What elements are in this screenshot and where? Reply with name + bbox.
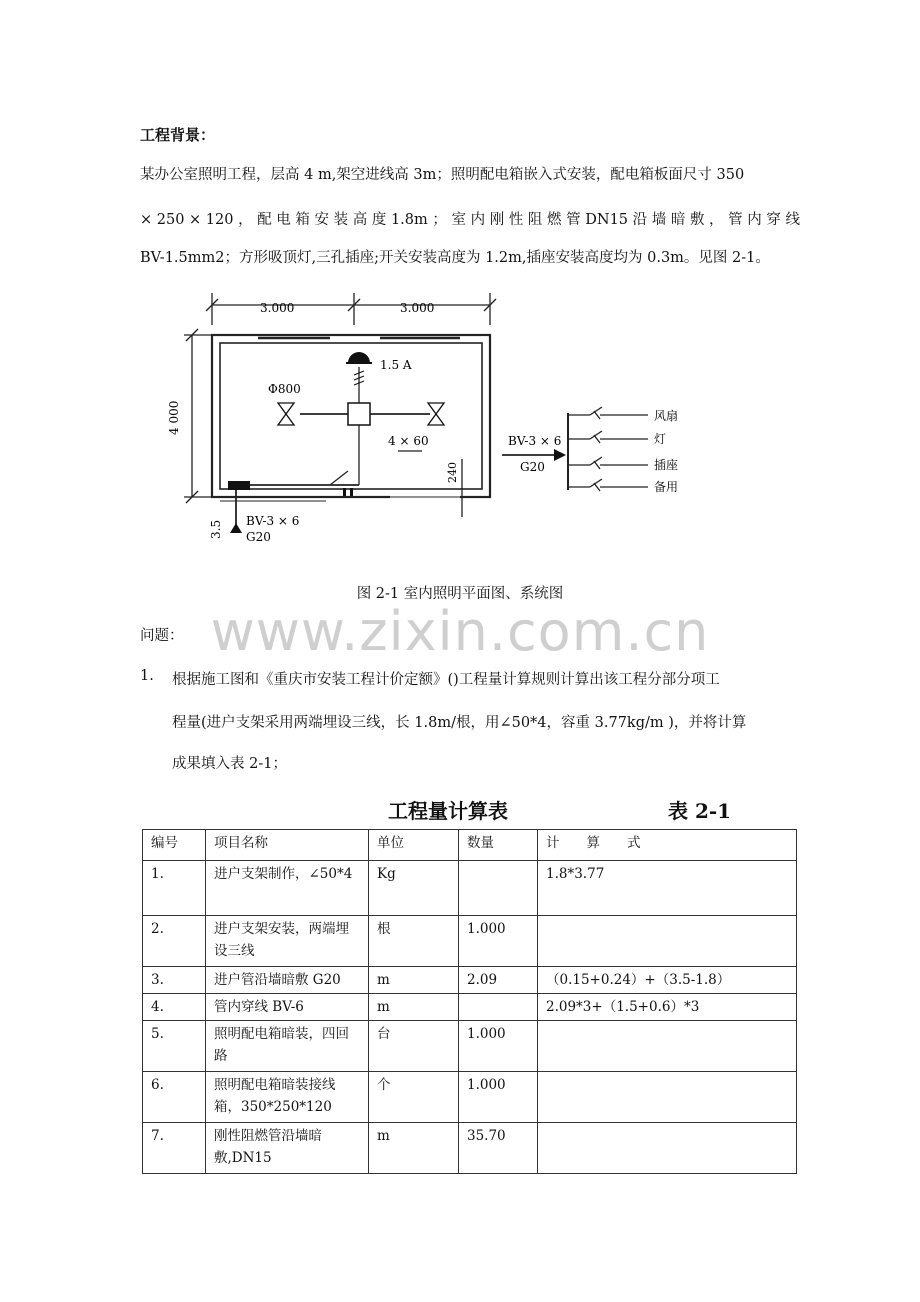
circuit-light: 灯 (654, 432, 667, 446)
header-cell: 单位 (369, 830, 459, 861)
table-number: 表 2-1 (668, 799, 732, 823)
table-row (143, 861, 797, 916)
question-line-2: 程量(进户支架采用两端埋设三线，长 1.8m/根，用∠50*4，容重 3.77kg/m )，并将计算 (172, 715, 747, 731)
background-line-1: 某办公室照明工程，层高 4 m,架空进线高 3m；照明配电箱嵌入式安装，配电箱板面尺寸 350 (140, 167, 745, 183)
question-number: 1. (140, 668, 154, 684)
watermark-text: www.zixin.com.cn (210, 600, 710, 663)
background-line-2: × 250 × 120 ， 配 电 箱 安 装 高 度 1.8m ； 室 内 刚 性 阻 燃 管 DN15 沿 墙 暗 敷 ， 管 内 穿 线 (140, 212, 800, 228)
cell-no: 7. (143, 1123, 206, 1174)
dim-right-label: 3.000 (400, 301, 435, 315)
cell-no: 3. (143, 967, 206, 994)
cell-formula (538, 1123, 797, 1174)
lamp-label: 4 × 60 (388, 434, 429, 448)
question-line-3: 成果填入表 2-1； (172, 756, 287, 772)
question-label: 问题： (140, 628, 184, 644)
cell-item: 进户支架制作，∠50*4 (206, 861, 369, 916)
cell-unit: 台 (369, 1021, 459, 1072)
entry-conduit-label: G20 (246, 530, 271, 544)
dim-height-label: 4 000 (167, 400, 181, 435)
circuit-socket: 插座 (654, 458, 679, 472)
cell-formula (538, 1072, 797, 1123)
dim-left-label: 3.000 (260, 301, 295, 315)
table-row (143, 1072, 797, 1123)
entry-height-label: 3.5 (209, 519, 223, 539)
cell-qty (459, 861, 538, 916)
table-header-row (143, 830, 797, 861)
header-cell: 数量 (459, 830, 538, 861)
table-title: 工程量计算表 (388, 799, 508, 823)
cell-qty: 1.000 (459, 916, 538, 967)
header-cell: 项目名称 (206, 830, 369, 861)
table-row (143, 1021, 797, 1072)
dim-240-label: 240 (446, 462, 459, 483)
cell-qty (459, 994, 538, 1021)
cell-formula (538, 1021, 797, 1072)
cell-unit: m (369, 994, 459, 1021)
table-row (143, 1123, 797, 1174)
cell-unit: 根 (369, 916, 459, 967)
table-row (143, 994, 797, 1021)
figure-caption: 图 2-1 室内照明平面图、系统图 (356, 586, 564, 602)
cell-qty: 35.70 (459, 1123, 538, 1174)
circuit-fan: 风扇 (654, 409, 679, 423)
section-heading: 工程背景： (140, 126, 216, 144)
cell-item: 进户管沿墙暗敷 G20 (206, 967, 369, 994)
header-cell: 编号 (143, 830, 206, 861)
background-line-3: BV-1.5mm2；方形吸顶灯,三孔插座;开关安装高度为 1.2m,插座安装高度均为 0.3m。见图 2-1。 (140, 250, 770, 266)
cell-item: 照明配电箱暗装，四回路 (206, 1021, 369, 1072)
cell-qty: 2.09 (459, 967, 538, 994)
cell-unit: m (369, 967, 459, 994)
cell-qty: 1.000 (459, 1072, 538, 1123)
floor-plan-figure (150, 285, 710, 565)
cell-unit: m (369, 1123, 459, 1174)
circuit-spare: 备用 (654, 480, 679, 494)
cell-formula: 1.8*3.77 (538, 861, 797, 916)
cell-no: 4. (143, 994, 206, 1021)
question-line-1: 根据施工图和《重庆市安装工程计价定额》()工程量计算规则计算出该工程分部分项工 (172, 672, 720, 688)
cell-item: 进户支架安装，两端埋设三线 (206, 916, 369, 967)
switch-label: 1.5 A (380, 358, 412, 372)
cell-no: 2. (143, 916, 206, 967)
quantity-table (142, 829, 797, 1174)
cell-qty: 1.000 (459, 1021, 538, 1072)
table-row (143, 967, 797, 994)
cell-item: 管内穿线 BV-6 (206, 994, 369, 1021)
sys-cable-label: BV-3 × 6 (508, 434, 562, 448)
cell-unit: Kg (369, 861, 459, 916)
cell-formula (538, 916, 797, 967)
table-row (143, 916, 797, 967)
sys-conduit-label: G20 (520, 460, 545, 474)
fan-label: Φ800 (268, 382, 301, 396)
cell-item: 刚性阻燃管沿墙暗敷,DN15 (206, 1123, 369, 1174)
cell-no: 5. (143, 1021, 206, 1072)
cell-formula: 2.09*3+（1.5+0.6）*3 (538, 994, 797, 1021)
entry-cable-label: BV-3 × 6 (246, 514, 300, 528)
cell-no: 6. (143, 1072, 206, 1123)
cell-no: 1. (143, 861, 206, 916)
cell-item: 照明配电箱暗装接线箱，350*250*120 (206, 1072, 369, 1123)
header-cell: 计 算 式 (538, 830, 797, 861)
cell-formula: （0.15+0.24）+（3.5-1.8） (538, 967, 797, 994)
cell-unit: 个 (369, 1072, 459, 1123)
